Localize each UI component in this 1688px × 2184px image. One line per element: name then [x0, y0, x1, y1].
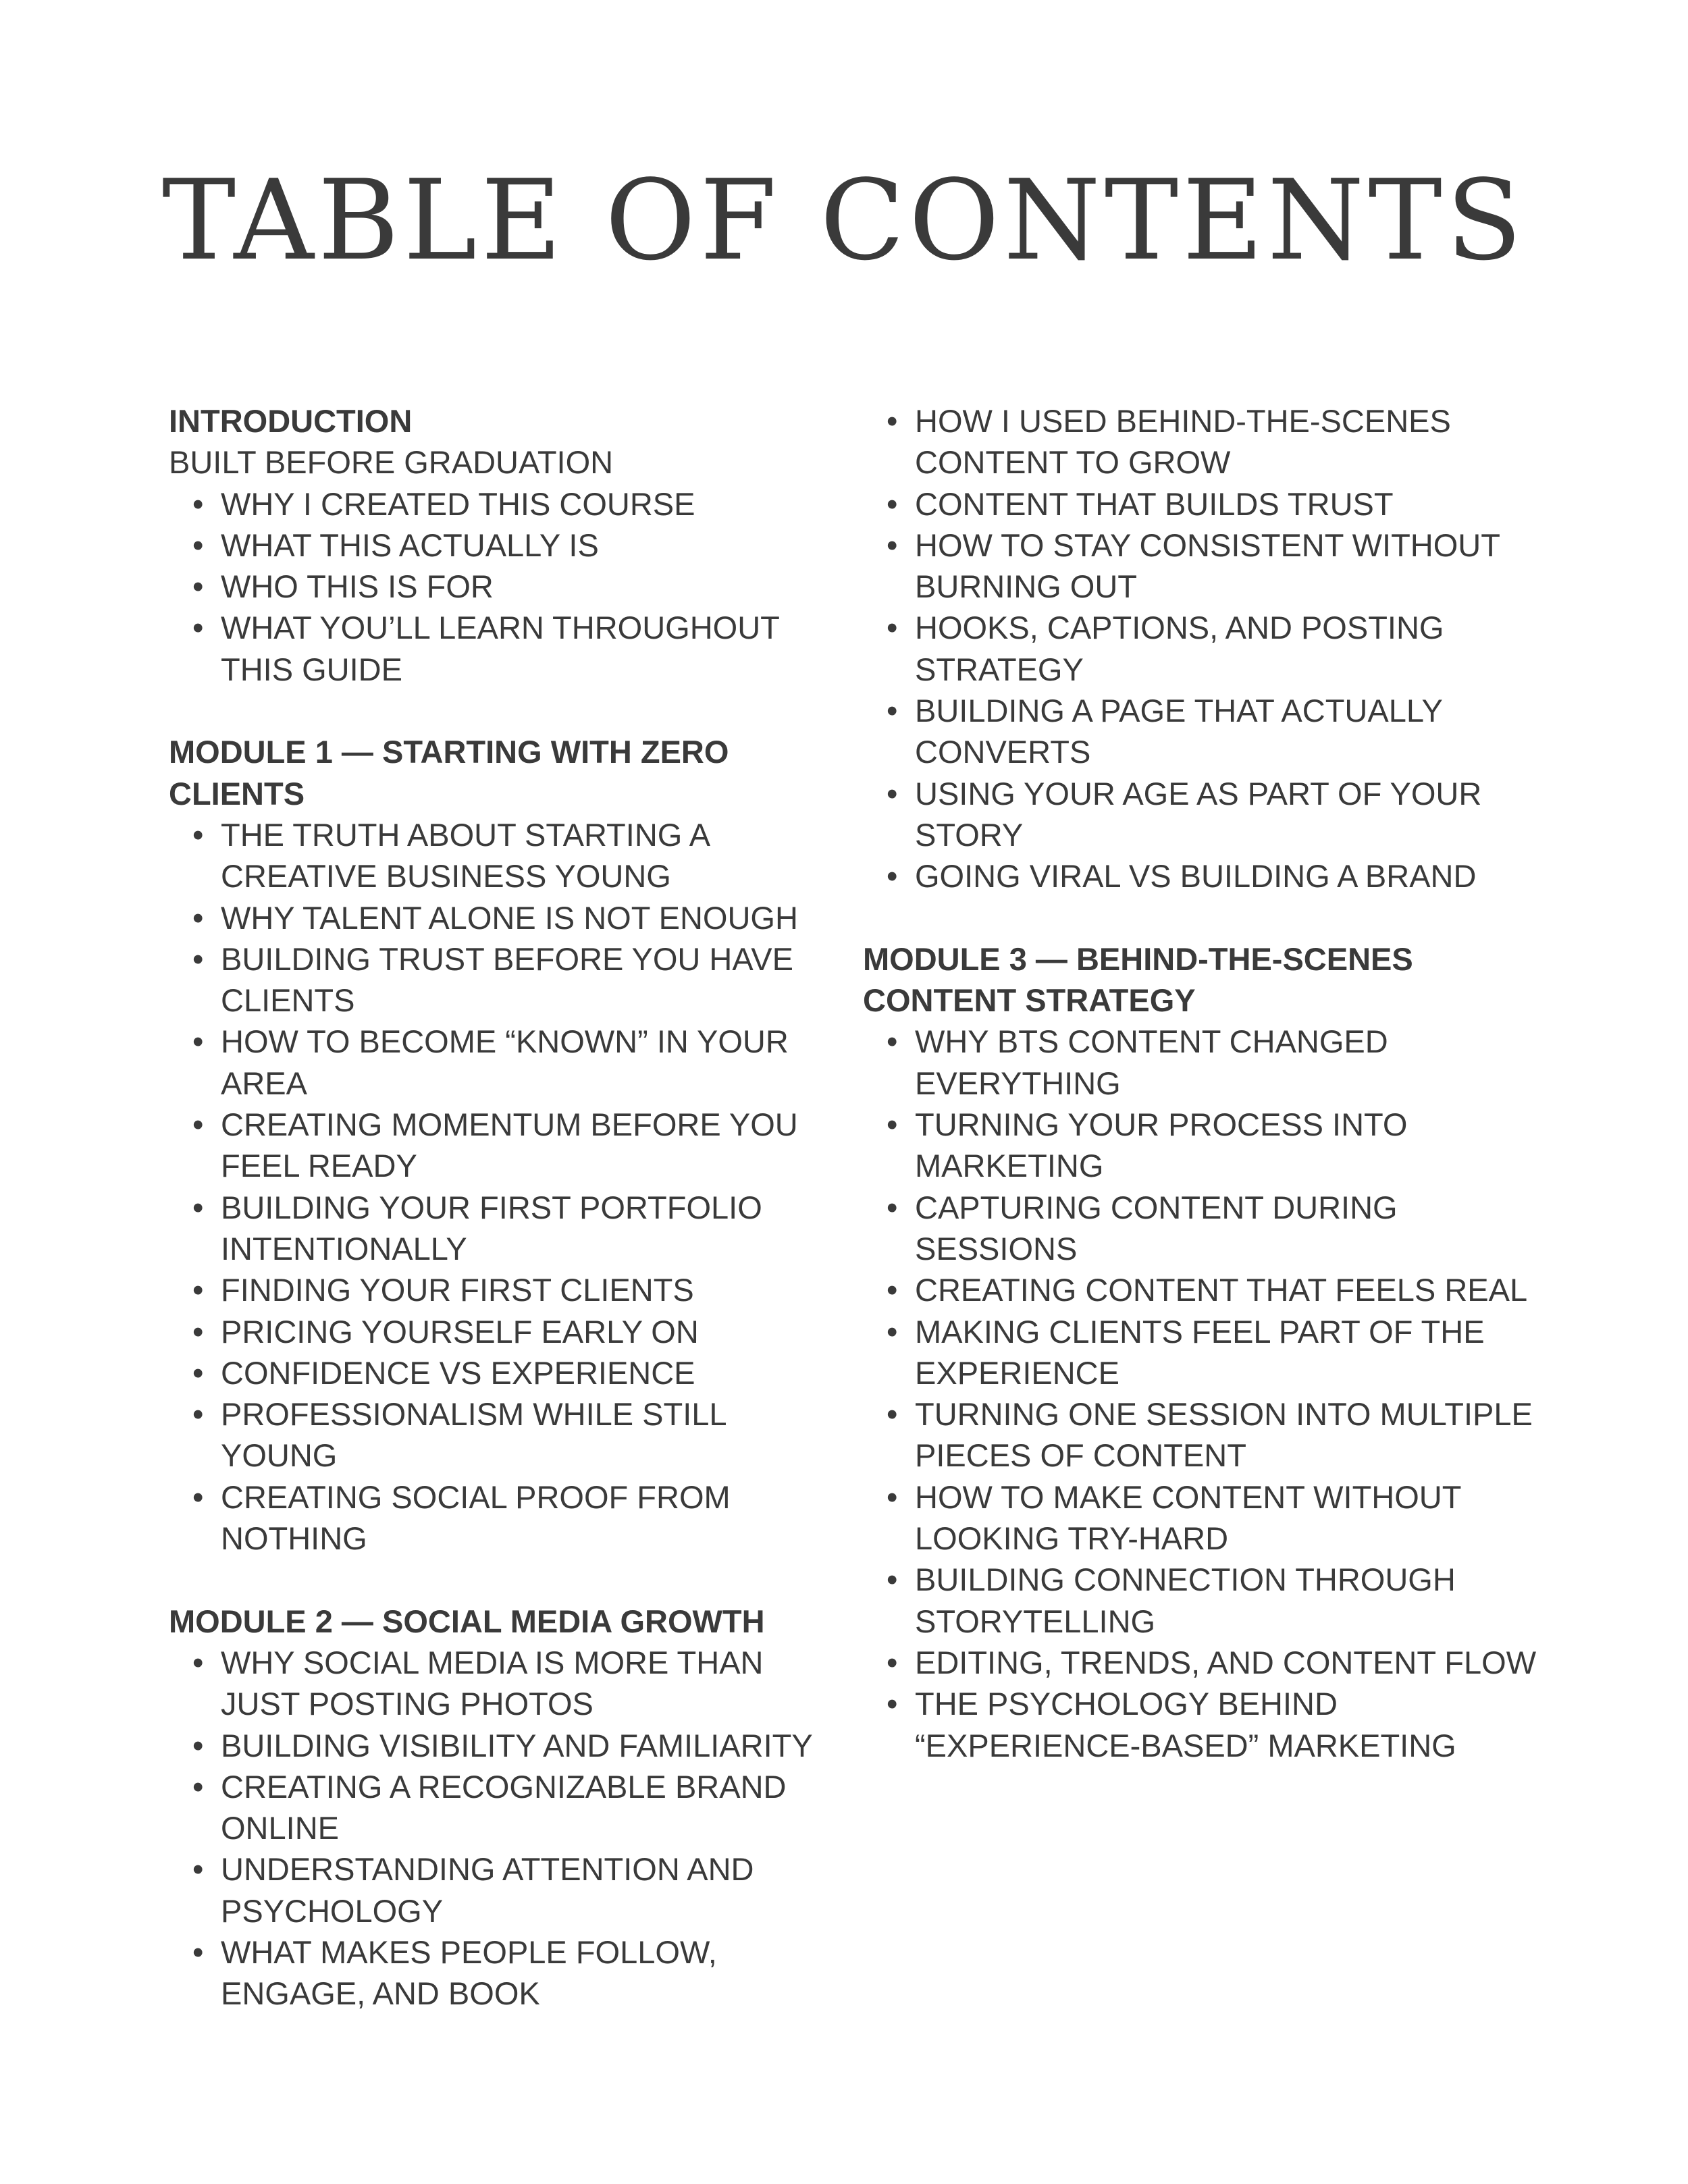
bullet-icon: • [887, 858, 898, 895]
section-module-2 [169, 1601, 844, 2015]
list-item-text: WHO THIS IS FOR [221, 568, 494, 605]
module-2-list-right [863, 400, 1538, 897]
bullet-icon: • [887, 1479, 898, 1515]
list-item [863, 1559, 1538, 1642]
list-item-text: HOW I USED BEHIND-THE-SCENES CONTENT TO GROW [915, 403, 1451, 481]
list-item-text: PRICING YOURSELF EARLY ON [221, 1313, 699, 1350]
list-item-text: WHAT YOU’LL LEARN THROUGHOUT THIS GUIDE [221, 610, 779, 687]
list-item-text: BUILDING A PAGE THAT ACTUALLY CONVERTS [915, 693, 1443, 770]
bullet-icon: • [887, 1644, 898, 1680]
list-item [169, 1725, 844, 1766]
list-item [169, 1766, 844, 1849]
bullet-icon: • [887, 1107, 898, 1143]
list-item [863, 855, 1538, 897]
list-item-text: CONTENT THAT BUILDS TRUST [915, 485, 1394, 522]
bullet-icon: • [887, 1189, 898, 1225]
list-item [169, 1848, 844, 1932]
section-subheading-introduction: BUILT BEFORE GRADUATION [169, 444, 614, 481]
bullet-icon: • [192, 1396, 204, 1433]
list-item-text: FINDING YOUR FIRST CLIENTS [221, 1272, 694, 1308]
section-module-2-continued [863, 400, 1538, 897]
list-item [863, 525, 1538, 608]
list-item [169, 607, 844, 690]
list-item [863, 400, 1538, 483]
list-item [863, 1269, 1538, 1310]
bullet-icon: • [192, 1272, 204, 1308]
list-item-text: CREATING CONTENT THAT FEELS REAL [915, 1272, 1528, 1308]
list-item [863, 1104, 1538, 1187]
list-item [169, 1269, 844, 1310]
list-item-text: USING YOUR AGE AS PART OF YOUR STORY [915, 775, 1482, 853]
bullet-icon: • [192, 1023, 204, 1060]
bullet-icon: • [887, 1686, 898, 1722]
list-item [863, 1476, 1538, 1560]
section-heading-module-1: MODULE 1 — STARTING WITH ZERO CLIENTS [169, 734, 729, 811]
list-item-text: WHAT THIS ACTUALLY IS [221, 527, 599, 563]
list-item [863, 773, 1538, 856]
section-introduction [169, 400, 844, 690]
list-item [169, 1104, 844, 1187]
list-item-text: GOING VIRAL VS BUILDING A BRAND [915, 858, 1477, 895]
section-heading-module-2: MODULE 2 — SOCIAL MEDIA GROWTH [169, 1603, 765, 1639]
page-title: TABLE OF CONTENTS [161, 156, 1527, 285]
bullet-icon: • [192, 568, 204, 605]
list-item [169, 1476, 844, 1560]
list-item-text: HOOKS, CAPTIONS, AND POSTING STRATEGY [915, 610, 1444, 687]
list-item-text: HOW TO MAKE CONTENT WITHOUT LOOKING TRY-HARD [915, 1479, 1461, 1557]
bullet-icon: • [887, 610, 898, 646]
list-item-text: CREATING MOMENTUM BEFORE YOU FEEL READY [221, 1107, 798, 1184]
bullet-icon: • [192, 485, 204, 522]
list-item-text: PROFESSIONALISM WHILE STILL YOUNG [221, 1396, 726, 1474]
list-item [863, 1187, 1538, 1270]
bullet-icon: • [192, 1313, 204, 1350]
section-heading-introduction: INTRODUCTION [169, 403, 413, 439]
list-item [169, 1393, 844, 1476]
bullet-icon: • [887, 527, 898, 563]
bullet-icon: • [887, 1396, 898, 1433]
list-item-text: CREATING SOCIAL PROOF FROM NOTHING [221, 1479, 731, 1557]
list-item-text: TURNING ONE SESSION INTO MULTIPLE PIECES OF CONTENT [915, 1396, 1533, 1474]
bullet-icon: • [887, 1313, 898, 1350]
list-item [863, 1393, 1538, 1476]
list-item-text: BUILDING TRUST BEFORE YOU HAVE CLIENTS [221, 940, 793, 1019]
bullet-icon: • [192, 1189, 204, 1225]
list-item-text: CONFIDENCE VS EXPERIENCE [221, 1354, 695, 1391]
list-item [169, 483, 844, 525]
list-item [169, 897, 844, 938]
list-item-text: WHY I CREATED THIS COURSE [221, 485, 695, 522]
list-item-text: CAPTURING CONTENT DURING SESSIONS [915, 1189, 1398, 1267]
bullet-icon: • [192, 1107, 204, 1143]
bullet-icon: • [192, 1727, 204, 1763]
bullet-icon: • [887, 1023, 898, 1060]
bullet-icon: • [887, 693, 898, 729]
bullet-icon: • [192, 1934, 204, 1970]
list-item [169, 1187, 844, 1270]
list-item [863, 1021, 1538, 1104]
bullet-icon: • [192, 940, 204, 977]
bullet-icon: • [192, 527, 204, 563]
list-item-text: WHY TALENT ALONE IS NOT ENOUGH [221, 899, 798, 936]
bullet-icon: • [192, 816, 204, 853]
bullet-icon: • [192, 610, 204, 646]
list-item [169, 525, 844, 566]
list-item-text: BUILDING CONNECTION THROUGH STORYTELLING [915, 1562, 1456, 1639]
bullet-icon: • [192, 899, 204, 936]
intro-list [169, 483, 844, 690]
list-item [169, 1642, 844, 1725]
list-item [863, 1311, 1538, 1394]
bullet-icon: • [192, 1354, 204, 1391]
list-item-text: HOW TO BECOME “KNOWN” IN YOUR AREA [221, 1023, 789, 1101]
bullet-icon: • [192, 1851, 204, 1888]
list-item [863, 1642, 1538, 1683]
list-item [169, 1311, 844, 1352]
list-item-text: BUILDING YOUR FIRST PORTFOLIO INTENTIONALLY [221, 1189, 762, 1267]
module-3-list [863, 1021, 1538, 1765]
bullet-icon: • [887, 1562, 898, 1598]
list-item-text: UNDERSTANDING ATTENTION AND PSYCHOLOGY [221, 1851, 754, 1929]
bullet-icon: • [887, 403, 898, 439]
list-item [169, 814, 844, 897]
list-item-text: HOW TO STAY CONSISTENT WITHOUT BURNING OUT [915, 527, 1500, 605]
list-item-text: THE PSYCHOLOGY BEHIND “EXPERIENCE-BASED” MARKETING [915, 1686, 1456, 1763]
list-item-text: THE TRUTH ABOUT STARTING A CREATIVE BUSINESS YOUNG [221, 816, 709, 895]
list-item [863, 483, 1538, 525]
left-column [169, 400, 844, 2056]
section-module-1 [169, 731, 844, 1559]
bullet-icon: • [192, 1479, 204, 1515]
list-item [863, 1683, 1538, 1766]
bullet-icon: • [192, 1768, 204, 1805]
bullet-icon: • [887, 1272, 898, 1308]
list-item [169, 1021, 844, 1104]
list-item [863, 690, 1538, 773]
section-module-3 [863, 938, 1538, 1766]
list-item-text: WHY BTS CONTENT CHANGED EVERYTHING [915, 1023, 1388, 1101]
list-item-text: TURNING YOUR PROCESS INTO MARKETING [915, 1107, 1408, 1184]
bullet-icon: • [887, 775, 898, 811]
list-item [169, 1932, 844, 2015]
bullet-icon: • [887, 485, 898, 522]
list-item [169, 566, 844, 607]
list-item-text: MAKING CLIENTS FEEL PART OF THE EXPERIENCE [915, 1313, 1485, 1391]
list-item [169, 938, 844, 1021]
module-2-list-left [169, 1642, 844, 2015]
list-item [169, 1352, 844, 1393]
list-item [863, 607, 1538, 690]
list-item-text: EDITING, TRENDS, AND CONTENT FLOW [915, 1644, 1537, 1680]
module-1-list [169, 814, 844, 1559]
bullet-icon: • [192, 1644, 204, 1680]
list-item-text: CREATING A RECOGNIZABLE BRAND ONLINE [221, 1768, 787, 1846]
right-column [863, 400, 1538, 1807]
section-heading-module-3: MODULE 3 — BEHIND-THE-SCENES CONTENT STRATEGY [863, 940, 1413, 1019]
list-item-text: WHY SOCIAL MEDIA IS MORE THAN JUST POSTING PHOTOS [221, 1644, 764, 1722]
list-item-text: BUILDING VISIBILITY AND FAMILIARITY [221, 1727, 813, 1763]
list-item-text: WHAT MAKES PEOPLE FOLLOW, ENGAGE, AND BOOK [221, 1934, 717, 2012]
